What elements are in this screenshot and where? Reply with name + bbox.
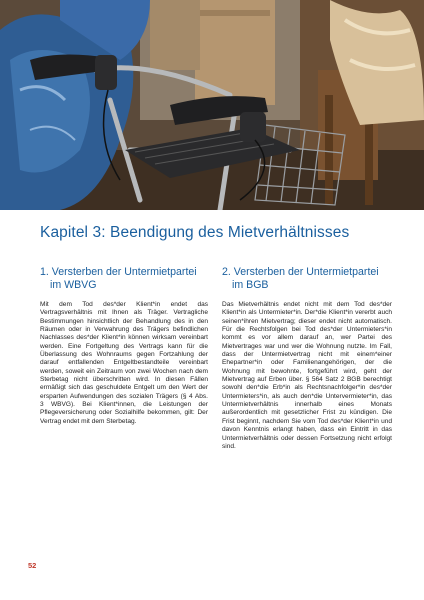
- walker-room-image: [0, 0, 424, 210]
- section-bgb: [222, 266, 392, 451]
- chapter-title: Kapitel 3: Beendigung des Mietverhältnisses: [40, 224, 350, 241]
- section-wbvg: [40, 266, 208, 426]
- section-body: Mit dem Tod des*der Klient*in endet das Vertragsverhältnis mit Ihnen als Träger. Vertragliche Bestimmungen hinsichtlich der Behandlung des in den Räumen oder in Verwahrung des Trägers befindlichen Nachlasses des*der Klient*in können wirksam vereinbart werden. Eine Fortgeltung des Vertrags kann für die Überlassung des Wohnraums gegen Fortzahlung der darauf entfallenden Entgeltbestandteile vereinbart werden, soweit ein Zeitraum von zwei Wochen nach dem Sterbetag nicht überschritten wird. In diesen Fällen ermäßigt sich das geschuldete Entgelt um den Wert der ersparten Aufwendungen des sozialen Trägers (§ 4 Abs. 3 WBVG). Bei Klient*innen, die Leistungen der Pflegeversicherung oder Sozialhilfe bekommen, gilt: Der Vertrag endet mit dem Sterbetag.: [40, 301, 208, 425]
- section-title: [222, 266, 392, 292]
- page-number: 52: [28, 561, 37, 570]
- section-title-line2: im BGB: [232, 279, 269, 291]
- header-photo: [0, 0, 424, 210]
- section-title-line2: im WBVG: [50, 279, 97, 291]
- section-title-line1: 1. Versterben der Untermietpartei: [40, 266, 197, 278]
- section-title-line1: 2. Versterben der Untermietpartei: [222, 266, 379, 278]
- section-body: Das Mietverhältnis endet nicht mit dem Tod des*der Klient*in als Untermieter*in. Der*die Klient*in vererbt auch seinen*ihren Mietvertrag; dieser endet nicht automatisch. Für die Rechtsfolgen bei Tod des*der Untermieters*in kommt es vor allem darauf an, wer Partei des Mietvertrages war und wer die Wohnung nutzte. Im Fall, dass der Untermietvertrag nicht mit einem*einer Ehepartner*in oder Familienangehörigen, der die Wohnung mit bewohnte, fortgeführt wird, geht der Mietvertrag auf Erben über. § 564 Satz 2 BGB berechtigt sowohl den*die Erb*in als Rechtsnachfolger*in des*der Untermieters*in, als auch den*die Untervermieter*in, das Untermietverhältnis innerhalb eines Monats außerordentlich mit gesetzlicher Frist zu kündigen. Die Frist beginnt, nachdem Sie vom Tod des*der Klient*in und davon Kenntnis erlangt haben, dass ein Eintritt in das Untermietverhältnis oder dessen Fortsetzung nicht erfolgt sind.: [222, 301, 392, 450]
- section-title: [40, 266, 208, 292]
